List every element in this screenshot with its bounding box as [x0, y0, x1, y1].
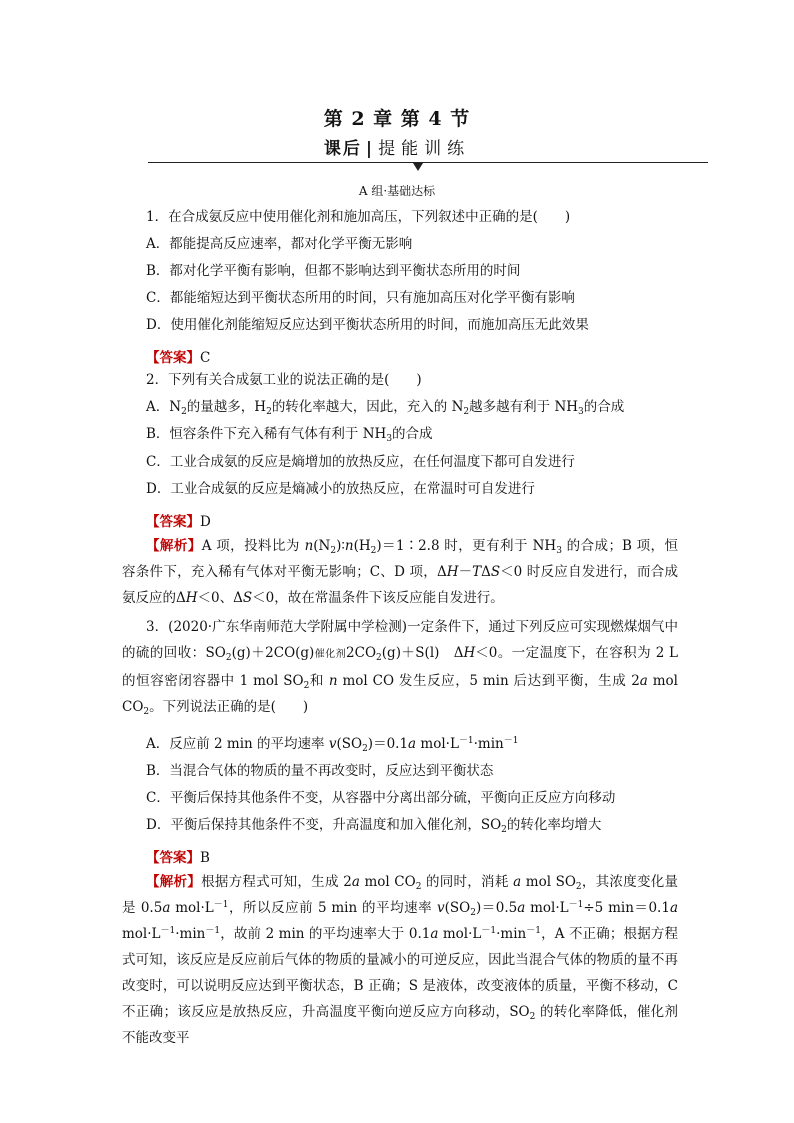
q1-option-b: B．都对化学平衡有影响，但都不影响达到平衡状态所用的时间 — [146, 263, 521, 279]
q2-option-a: A．$N_2$的量越多，$H_2$的转化率越大，因此，充入的 $N_2$越多越有利于 $NH_3$的合成 — [146, 399, 625, 417]
group-label: A 组·基础达标 — [358, 184, 436, 198]
q2-option-c: C．工业合成氨的反应是熵增加的放热反应，在任何温度下都可自发进行 — [146, 454, 575, 470]
q2-option-b: B．恒容条件下充入稀有气体有利于 $NH_3$的合成 — [146, 426, 433, 444]
q3-option-a: A．反应前 2 min 的平均速率 $v(SO_2)=0.1a$ $mol\cdot L^{-1}\cdot\min^{-1}$ — [146, 736, 519, 754]
chapter-title: 第 2 章 第 4 节 — [323, 108, 471, 130]
q2-stem: 2．下列有关合成氨工业的说法正确的是( ) — [146, 372, 422, 388]
subtitle-part-b: 提能训练 — [378, 139, 471, 159]
answer-value: B — [200, 850, 210, 866]
header-rule — [148, 162, 708, 163]
q3-option-d: D．平衡后保持其他条件不变，升高温度和加入催化剂，$SO_2$的转化率均增大 — [146, 817, 602, 835]
subtitle-separator: | — [365, 139, 375, 159]
header-triangle-icon — [413, 163, 423, 171]
q2-option-d: D．工业合成氨的反应是熵减小的放热反应，在常温时可自发进行 — [146, 481, 535, 497]
analysis-tag: 【解析】 — [146, 874, 202, 890]
q1-option-d: D．使用催化剂能缩短反应达到平衡状态所用的时间，而施加高压无此效果 — [146, 317, 589, 333]
answer-tag: 【答案】 — [146, 850, 200, 866]
q1-option-a: A．都能提高反应速率，都对化学平衡无影响 — [146, 236, 413, 252]
q1-stem: 1．在合成氨反应中使用催化剂和施加高压，下列叙述中正确的是( ) — [146, 209, 571, 225]
q1-option-c: C．都能缩短达到平衡状态所用的时间，只有施加高压对化学平衡有影响 — [146, 290, 575, 306]
answer-tag: 【答案】 — [146, 514, 200, 530]
q3-answer — [146, 846, 210, 866]
q1-answer — [146, 346, 210, 366]
answer-tag: 【答案】 — [146, 350, 200, 366]
answer-value: D — [200, 514, 211, 530]
q2-answer — [146, 510, 211, 530]
analysis-tag: 【解析】 — [146, 538, 202, 554]
subtitle-part-a: 课后 — [323, 139, 362, 159]
q3-analysis: 【解析】根据方程式可知，生成 2a mol $CO_2$ 的同时，消耗 a mol $SO_2$，其浓度变化量是 0.5a $mol\cdot L^{-1}$，所以反应前 5 min 的平均速率 $v(SO_2)=0.5a$ $mol\cdot L^{-1}\div 5$ min＝0.1a $mol\cdot L^{-1}\cdot\min^{-1}$，故前 2 min 的平均速率大于 0.1a $mol\cdot L^{-1}\cdot\min^{-1}$，A 不正确；根据方程式可知，该反应是反应前后气体的物质的量减小的可逆反应，因此当混合气体的物质的量不再改变时，可以说明反应达到平衡状态，B 正确；S 是液体，改变液体的质量，平衡不移动，C 不正确；该反应是放热反应，升高温度平衡向逆反应方向移动，$SO_2$ 的转化率降低，催化剂不能改变平 — [122, 874, 678, 1046]
q3-option-b: B．当混合气体的物质的量不再改变时，反应达到平衡状态 — [146, 763, 494, 779]
q3-option-c: C．平衡后保持其他条件不变，从容器中分离出部分硫，平衡向正反应方向移动 — [146, 790, 616, 806]
q3-stem: 3．(2020·广东华南师范大学附属中学检测)一定条件下，通过下列反应可实现燃煤烟气中的硫的回收：$SO_2(g)+2CO(g)$催化剂$2CO_2(g)+S(l)$ ΔH＜0。一定温度下，在容积为 2 L 的恒容密闭容器中 1 mol $SO_2$和 n mol CO 发生反应，5 min 后达到平衡，生成 2a mol $CO_2$。下列说法正确的是( ) — [122, 619, 679, 717]
section-subtitle — [0, 134, 794, 159]
q2-analysis: 【解析】A 项，投料比为 $n(N_2)∶n(H_2)=1∶2.8$ 时，更有利于 $NH_3$ 的合成；B 项，恒容条件下，充入稀有气体对平衡无影响；C、D 项，ΔH－TΔS＜0 时反应自发进行，而合成氨反应的ΔH＜0、ΔS＜0，故在常温条件下该反应能自发进行。 — [122, 538, 678, 606]
answer-value: C — [200, 350, 211, 366]
